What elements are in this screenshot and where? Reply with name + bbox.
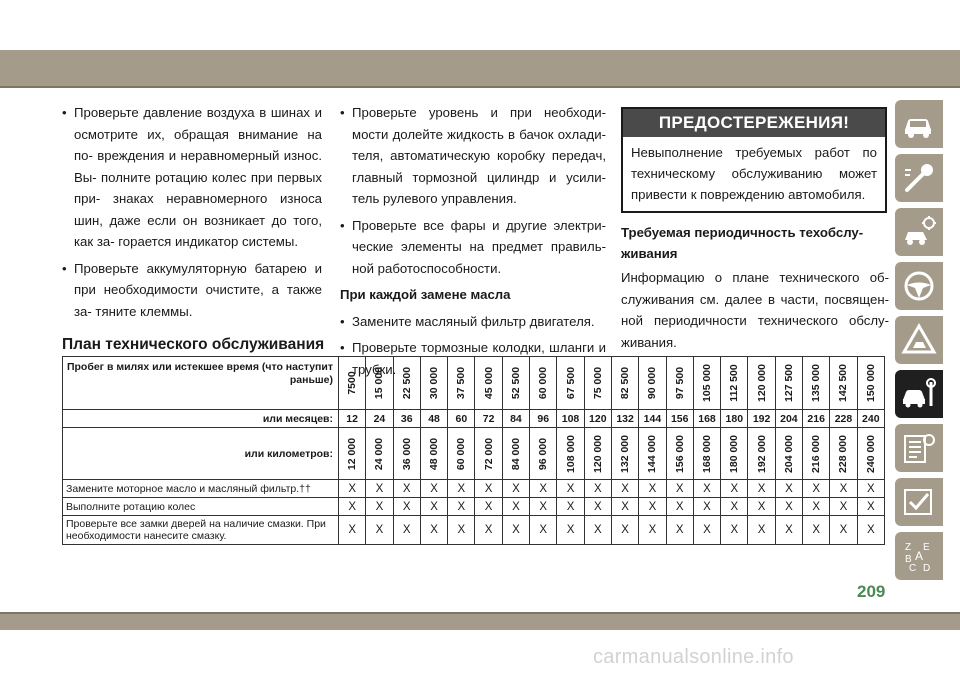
- schedule-mark: X: [857, 516, 884, 545]
- tab-emergency[interactable]: [895, 316, 943, 364]
- miles-header: [693, 357, 720, 410]
- km-header: [366, 428, 393, 480]
- km-header-text: 24 000: [373, 437, 386, 470]
- schedule-mark: X: [721, 498, 748, 516]
- schedule-mark: X: [721, 516, 748, 545]
- schedule-mark: X: [639, 498, 666, 516]
- km-header: [857, 428, 884, 480]
- task-label: Замените моторное масло и масляный фильтр.††: [63, 480, 339, 498]
- miles-header-text: 52 500: [509, 366, 522, 400]
- km-header: [639, 428, 666, 480]
- maintenance-table: [62, 356, 885, 545]
- km-header-text: 240 000: [864, 434, 877, 473]
- miles-header: [830, 357, 857, 410]
- schedule-mark: X: [830, 480, 857, 498]
- table-row: [63, 516, 885, 545]
- months-header: 24: [366, 410, 393, 428]
- schedule-mark: X: [557, 516, 584, 545]
- schedule-mark: X: [530, 498, 557, 516]
- miles-header: [339, 357, 366, 410]
- miles-header: [420, 357, 447, 410]
- svg-text:Z: Z: [905, 542, 912, 553]
- km-header-text: 168 000: [701, 434, 713, 473]
- schedule-mark: X: [803, 498, 830, 516]
- km-header-text: 144 000: [646, 434, 659, 473]
- km-header-text: 132 000: [619, 434, 632, 473]
- schedule-mark: X: [857, 480, 884, 498]
- warning-title: ПРЕДОСТЕРЕЖЕНИЯ!: [623, 109, 885, 137]
- km-header: [803, 428, 830, 480]
- months-header: 96: [530, 410, 557, 428]
- km-header: [557, 428, 584, 480]
- schedule-mark: X: [339, 516, 366, 545]
- schedule-mark: X: [339, 498, 366, 516]
- km-header: [502, 428, 529, 480]
- specifications-list-icon: [901, 430, 937, 466]
- miles-header-text: 120 000: [755, 364, 768, 402]
- svg-text:B: B: [905, 554, 912, 565]
- schedule-mark: X: [830, 498, 857, 516]
- miles-header: [666, 357, 693, 410]
- miles-label: Пробег в милях или истекшее время (что наступит раньше): [63, 357, 339, 410]
- schedule-mark: X: [748, 516, 775, 545]
- task-label: Проверьте все замки дверей на наличие смазки. При необходимости нанесите смазку.: [63, 516, 339, 545]
- miles-header-text: 67 500: [564, 366, 577, 400]
- schedule-mark: X: [502, 480, 529, 498]
- tab-electrical[interactable]: [895, 208, 943, 256]
- schedule-mark: X: [639, 516, 666, 545]
- km-header-text: 48 000: [428, 437, 441, 470]
- schedule-mark: X: [448, 498, 475, 516]
- bullet-battery-check: • Проверьте аккумуляторную батарею и при необходимости очистите, а также за- тяните клеммы.: [62, 258, 322, 323]
- miles-header: [448, 357, 475, 410]
- schedule-mark: X: [475, 498, 502, 516]
- km-header-text: 192 000: [755, 434, 768, 473]
- miles-header-text: 135 000: [810, 364, 823, 402]
- schedule-mark: X: [748, 498, 775, 516]
- km-header: [339, 428, 366, 480]
- months-header: 132: [611, 410, 638, 428]
- roadside-emergency-icon: [901, 322, 937, 358]
- schedule-mark: X: [393, 480, 420, 498]
- schedule-mark: X: [366, 498, 393, 516]
- miles-header: [530, 357, 557, 410]
- months-header: 108: [557, 410, 584, 428]
- warning-text: Невыполнение требуемых работ по техническому обслуживанию может привести к повреждению автомобиля.: [631, 145, 877, 202]
- miles-header: [639, 357, 666, 410]
- column-left: [62, 102, 322, 327]
- schedule-mark: X: [502, 498, 529, 516]
- schedule-mark: X: [420, 498, 447, 516]
- schedule-mark: X: [803, 516, 830, 545]
- km-header-text: 156 000: [673, 434, 686, 473]
- steering-wheel-icon: [901, 268, 937, 304]
- months-header: 60: [448, 410, 475, 428]
- schedule-mark: X: [393, 516, 420, 545]
- tab-multimedia[interactable]: [895, 478, 943, 526]
- schedule-mark: X: [775, 516, 802, 545]
- miles-header: [803, 357, 830, 410]
- km-header-text: 204 000: [782, 434, 795, 473]
- miles-header: [775, 357, 802, 410]
- bullet-oil-filter: • Замените масляный фильтр двигателя.: [340, 311, 606, 333]
- schedule-mark: X: [611, 516, 638, 545]
- schedule-mark: X: [448, 480, 475, 498]
- km-header-text: 120 000: [591, 434, 604, 473]
- km-header-text: 84 000: [509, 437, 522, 470]
- page-number: 209: [857, 582, 886, 601]
- schedule-mark: X: [803, 480, 830, 498]
- watermark: carmanualsonline.info: [593, 646, 794, 668]
- bullet-brakes: • Проверьте тормозные колодки, шланги и трубки.: [340, 337, 606, 380]
- miles-header-text: 105 000: [701, 364, 713, 402]
- km-header-text: 180 000: [728, 434, 741, 473]
- tab-index[interactable]: [895, 532, 943, 580]
- months-header: 216: [803, 410, 830, 428]
- svg-text:C: C: [909, 563, 917, 574]
- schedule-mark: X: [611, 498, 638, 516]
- km-header: [420, 428, 447, 480]
- schedule-info-text: Информацию о плане технического об- служивания см. далее в части, посвящен- ной периодичности технического обслу- живания.: [621, 270, 889, 350]
- schedule-mark: X: [748, 480, 775, 498]
- footer-band: [0, 614, 960, 630]
- miles-header: [748, 357, 775, 410]
- miles-header: [721, 357, 748, 410]
- schedule-mark: X: [721, 480, 748, 498]
- miles-header-text: 30 000: [428, 366, 441, 400]
- schedule-mark: X: [448, 516, 475, 545]
- schedule-mark: X: [530, 480, 557, 498]
- km-header: [693, 428, 720, 480]
- top-margin: [0, 0, 960, 50]
- miles-header: [557, 357, 584, 410]
- car-electrical-icon: [901, 214, 937, 250]
- schedule-mark: X: [830, 516, 857, 545]
- schedule-mark: X: [857, 498, 884, 516]
- months-header: 144: [639, 410, 666, 428]
- km-header-text: 228 000: [837, 434, 850, 473]
- months-header: 12: [339, 410, 366, 428]
- schedule-mark: X: [475, 516, 502, 545]
- tab-vehicle[interactable]: [895, 100, 943, 148]
- schedule-mark: X: [502, 516, 529, 545]
- svg-text:E: E: [923, 542, 930, 553]
- km-header: [475, 428, 502, 480]
- chapter-tabs: [895, 100, 943, 586]
- km-header-text: 12 000: [346, 437, 359, 470]
- tab-specifications[interactable]: [895, 424, 943, 472]
- header-band: [0, 50, 960, 86]
- months-header: 72: [475, 410, 502, 428]
- bullet-lights-check: • Проверьте все фары и другие электри- ческие элементы на предмет правиль- ной работоспособности.: [340, 215, 606, 280]
- km-header-text: 36 000: [400, 437, 413, 470]
- dashboard-lights-icon: [901, 160, 937, 196]
- km-header: [393, 428, 420, 480]
- miles-header: [475, 357, 502, 410]
- car-info-icon: [901, 106, 937, 142]
- miles-header-text: 97 500: [673, 366, 686, 400]
- schedule-mark: X: [775, 480, 802, 498]
- multimedia-icon: [901, 484, 937, 520]
- months-header: 240: [857, 410, 884, 428]
- months-header: 180: [721, 410, 748, 428]
- miles-header-text: 15 000: [373, 366, 386, 400]
- miles-header-text: 37 500: [455, 366, 468, 400]
- table-row-months: [63, 410, 885, 428]
- km-header-text: 72 000: [482, 437, 495, 470]
- months-header: 156: [666, 410, 693, 428]
- km-header: [584, 428, 611, 480]
- table-row: [63, 498, 885, 516]
- schedule-mark: X: [666, 480, 693, 498]
- miles-header: [584, 357, 611, 410]
- schedule-mark: X: [693, 498, 720, 516]
- km-header: [611, 428, 638, 480]
- oil-change-heading: При каждой замене масла: [340, 287, 511, 302]
- header-rule: [0, 86, 960, 88]
- miles-header-text: 60 000: [537, 366, 550, 400]
- months-header: 168: [693, 410, 720, 428]
- miles-header-text: 22 500: [400, 366, 413, 400]
- tab-dashboard[interactable]: [895, 154, 943, 202]
- months-header: 192: [748, 410, 775, 428]
- schedule-mark: X: [611, 480, 638, 498]
- warning-box: [621, 107, 887, 213]
- months-header: 228: [830, 410, 857, 428]
- km-header: [748, 428, 775, 480]
- miles-header: [502, 357, 529, 410]
- bullet-tire-check: • Проверьте давление воздуха в шинах и осмотрите их, обращая внимание на по- вреждения и неравномерный износ. Вы- полните ротацию колес при первых при- знаках неравномерного износа шин, даже если он возникает до того, как за- горается индикатор системы.: [62, 102, 322, 253]
- miles-header-text: 150 000: [864, 364, 877, 402]
- schedule-mark: X: [584, 498, 611, 516]
- bullet-fluid-check: • Проверьте уровень и при необходи- мости долейте жидкость в бачок охлади- теля, автоматическую коробку передач, главный тормозной цилиндр и усили- тель рулевого управления.: [340, 102, 606, 210]
- months-header: 120: [584, 410, 611, 428]
- schedule-mark: X: [693, 480, 720, 498]
- km-header: [448, 428, 475, 480]
- miles-header-text: 82 500: [619, 366, 632, 400]
- table-title: План технического обслуживания: [62, 336, 325, 353]
- table-row-miles: [63, 357, 885, 410]
- schedule-mark: X: [366, 516, 393, 545]
- months-header: 36: [393, 410, 420, 428]
- km-header: [666, 428, 693, 480]
- miles-header-text: 7500: [346, 371, 359, 395]
- schedule-mark: X: [366, 480, 393, 498]
- km-header: [775, 428, 802, 480]
- months-label: или месяцев:: [63, 410, 339, 428]
- schedule-mark: X: [393, 498, 420, 516]
- km-header-text: 96 000: [537, 437, 550, 470]
- tab-maintenance[interactable]: [895, 370, 943, 418]
- miles-header: [611, 357, 638, 410]
- months-header: 48: [420, 410, 447, 428]
- schedule-mark: X: [775, 498, 802, 516]
- svg-text:A: A: [915, 549, 924, 563]
- schedule-mark: X: [420, 480, 447, 498]
- months-header: 204: [775, 410, 802, 428]
- km-header-text: 216 000: [810, 434, 823, 473]
- schedule-mark: X: [639, 480, 666, 498]
- miles-header-text: 90 000: [646, 366, 659, 400]
- task-label: Выполните ротацию колес: [63, 498, 339, 516]
- maintenance-wrench-icon: [901, 376, 937, 412]
- km-header-text: 60 000: [455, 437, 468, 470]
- schedule-mark: X: [693, 516, 720, 545]
- miles-header-text: 75 000: [591, 366, 604, 400]
- index-alphabet-icon: [901, 538, 937, 574]
- tab-driving[interactable]: [895, 262, 943, 310]
- column-right: [621, 107, 889, 353]
- months-header: 84: [502, 410, 529, 428]
- km-header-text: 108 000: [564, 434, 577, 473]
- miles-header-text: 127 500: [782, 364, 795, 402]
- miles-header: [857, 357, 884, 410]
- schedule-mark: X: [339, 480, 366, 498]
- miles-header-text: 45 000: [482, 366, 495, 400]
- schedule-mark: X: [584, 516, 611, 545]
- schedule-mark: X: [420, 516, 447, 545]
- schedule-mark: X: [557, 480, 584, 498]
- svg-text:D: D: [923, 563, 931, 574]
- table-row-km: [63, 428, 885, 480]
- schedule-mark: X: [530, 516, 557, 545]
- miles-header: [366, 357, 393, 410]
- schedule-mark: X: [666, 498, 693, 516]
- miles-header-text: 112 500: [728, 364, 741, 402]
- schedule-mark: X: [666, 516, 693, 545]
- miles-header-text: 142 500: [837, 364, 850, 402]
- km-header: [721, 428, 748, 480]
- schedule-mark: X: [475, 480, 502, 498]
- schedule-mark: X: [584, 480, 611, 498]
- miles-header: [393, 357, 420, 410]
- schedule-mark: X: [557, 498, 584, 516]
- table-row: [63, 480, 885, 498]
- km-header: [530, 428, 557, 480]
- km-header: [830, 428, 857, 480]
- schedule-heading: Требуемая периодичность техобслу- живания: [621, 225, 864, 261]
- column-middle: [340, 102, 606, 385]
- km-label: или километров:: [63, 428, 339, 480]
